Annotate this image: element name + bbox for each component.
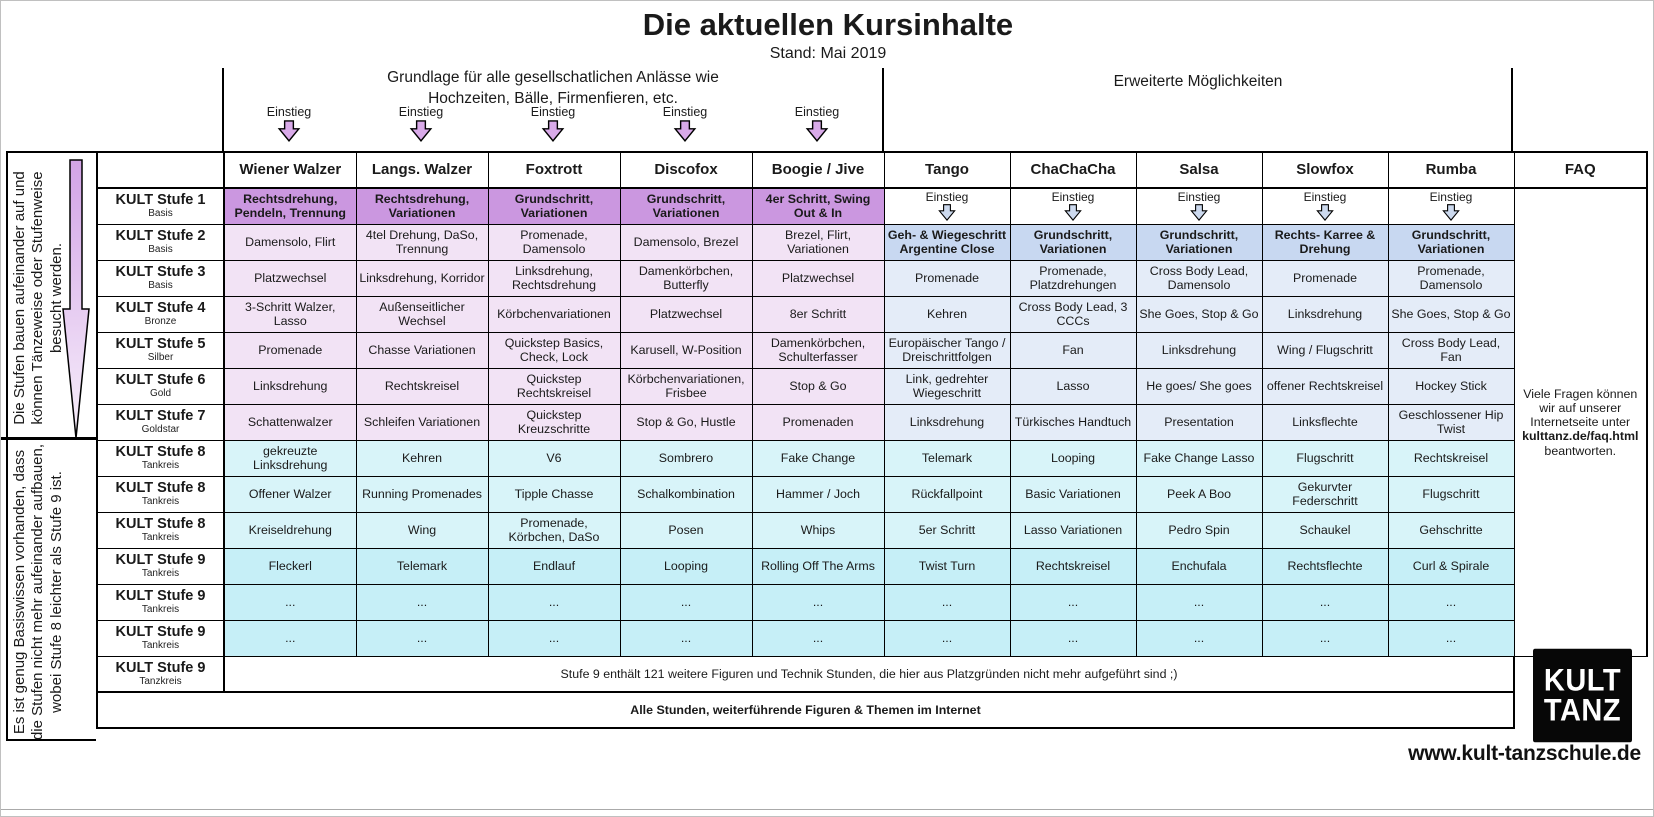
- table-cell: ...: [1136, 584, 1262, 620]
- table-cell: Grundschritt, Variationen: [620, 188, 752, 224]
- row-label-sub: Silber: [147, 352, 174, 364]
- einstieg-cell: [1136, 188, 1262, 224]
- table-cell: ...: [1262, 584, 1388, 620]
- row-label-title: KULT Stufe 8: [115, 479, 206, 496]
- table-cell: Lasso Variationen: [1010, 512, 1136, 548]
- einstieg-cell: [1010, 188, 1136, 224]
- table-cell: Looping: [1010, 440, 1136, 476]
- row-label-title: KULT Stufe 1: [115, 192, 206, 209]
- table-cell: Telemark: [884, 440, 1010, 476]
- table-cell: Grundschritt, Variationen: [1010, 224, 1136, 260]
- einstieg-label: Einstieg: [1303, 190, 1347, 205]
- table-cell: Karusell, W-Position: [620, 332, 752, 368]
- table-cell: Stop & Go, Hustle: [620, 404, 752, 440]
- row-label-title: KULT Stufe 4: [115, 299, 206, 316]
- table-cell: Kreiseldrehung: [224, 512, 356, 548]
- row-label-title: KULT Stufe 8: [115, 443, 206, 460]
- left-frame-line: [6, 151, 8, 741]
- table-cell: Hockey Stick: [1388, 368, 1514, 404]
- table-cell: Linksdrehung, Rechtsdrehung: [488, 260, 620, 296]
- table-cell: Cross Body Lead, 3 CCCs: [1010, 296, 1136, 332]
- group-heading-left-line2: Hochzeiten, Bälle, Firmenfieren, etc.: [428, 89, 678, 107]
- faq-line: kulttanz.de/faq.html: [1522, 429, 1639, 444]
- band-separator-line: [222, 68, 224, 151]
- table-cell: Kehren: [356, 440, 488, 476]
- table-cell: Basic Variationen: [1010, 476, 1136, 512]
- row-label-title: KULT Stufe 9: [115, 587, 206, 604]
- row-label-sub: Tankreis: [141, 496, 180, 508]
- table-cell: Looping: [620, 548, 752, 584]
- row-label: [97, 512, 224, 548]
- faq-line: Internetseite unter: [1530, 415, 1631, 430]
- row-label: [97, 404, 224, 440]
- table-cell: ...: [1388, 584, 1514, 620]
- faq-line: beantworten.: [1544, 443, 1617, 458]
- column-header-wiener-walzer: Wiener Walzer: [224, 152, 356, 188]
- table-cell: Presentation: [1136, 404, 1262, 440]
- row-label-sub: Basis: [148, 244, 173, 256]
- einstieg-cell: [1388, 188, 1514, 224]
- einstieg-arrow-icon: [1441, 204, 1461, 221]
- einstieg-group: [772, 105, 862, 142]
- table-cell: 4tel Drehung, DaSo, Trennung: [356, 224, 488, 260]
- einstieg-label: Einstieg: [925, 190, 969, 205]
- row-label-sub: Tankreis: [141, 604, 180, 616]
- table-cell: ...: [356, 584, 488, 620]
- table-cell: Telemark: [356, 548, 488, 584]
- corner-cell: [97, 152, 224, 188]
- row-label: [97, 440, 224, 476]
- table-cell: She Goes, Stop & Go: [1388, 296, 1514, 332]
- page-title: Die aktuellen Kursinhalte: [642, 7, 1014, 42]
- table-cell: Promenade: [884, 260, 1010, 296]
- table-cell: ...: [1010, 584, 1136, 620]
- table-cell: 3-Schritt Walzer, Lasso: [224, 296, 356, 332]
- table-cell: Linksdrehung: [884, 404, 1010, 440]
- column-header-discofox: Discofox: [620, 152, 752, 188]
- column-header-rumba: Rumba: [1388, 152, 1514, 188]
- table-cell: Gehschritte: [1388, 512, 1514, 548]
- table-cell: Whips: [752, 512, 884, 548]
- table-cell: Promenade, Körbchen, DaSo: [488, 512, 620, 548]
- logo-line1: KULT: [1543, 662, 1622, 698]
- table-row: [97, 476, 1647, 512]
- einstieg-label: Einstieg: [1429, 190, 1473, 205]
- table-cell: Fleckerl: [224, 548, 356, 584]
- table-row: [97, 440, 1647, 476]
- table-cell: Schleifen Variationen: [356, 404, 488, 440]
- table-cell: Chasse Variationen: [356, 332, 488, 368]
- table-cell: ...: [620, 620, 752, 656]
- table-cell: Platzwechsel: [224, 260, 356, 296]
- table-cell: Sombrero: [620, 440, 752, 476]
- table-cell: ...: [224, 584, 356, 620]
- page-subtitle: Stand: Mai 2019: [769, 45, 887, 62]
- table-row: [97, 368, 1647, 404]
- column-header-langs-walzer: Langs. Walzer: [356, 152, 488, 188]
- row-label: [97, 260, 224, 296]
- table-cell: Promenade: [224, 332, 356, 368]
- table-cell: Rechtskreisel: [356, 368, 488, 404]
- table-cell: Rückfallpoint: [884, 476, 1010, 512]
- einstieg-label: Einstieg: [662, 105, 708, 119]
- row-label-sub: Basis: [148, 280, 173, 292]
- column-header-salsa: Salsa: [1136, 152, 1262, 188]
- einstieg-label: Einstieg: [794, 105, 840, 119]
- row-label-sub: Tankreis: [141, 460, 180, 472]
- row-label-title: KULT Stufe 9: [115, 659, 206, 676]
- table-cell: Endlauf: [488, 548, 620, 584]
- table-cell: Offener Walzer: [224, 476, 356, 512]
- table-cell: Posen: [620, 512, 752, 548]
- einstieg-group: [376, 105, 466, 142]
- table-cell: Schattenwalzer: [224, 404, 356, 440]
- einstieg-group: [640, 105, 730, 142]
- table-row: [97, 332, 1647, 368]
- table-cell: gekreuzte Linksdrehung: [224, 440, 356, 476]
- table-cell: Quickstep Kreuzschritte: [488, 404, 620, 440]
- einstieg-arrow-icon: [673, 120, 697, 142]
- table-cell: Link, gedrehter Wiegeschritt: [884, 368, 1010, 404]
- band-separator-line: [1511, 68, 1513, 151]
- row-label-title: KULT Stufe 9: [115, 551, 206, 568]
- row-label: [97, 584, 224, 620]
- table-cell: ...: [752, 620, 884, 656]
- row-label: [97, 656, 224, 692]
- kult-tanz-logo: [1533, 649, 1632, 743]
- table-cell: Gekurvter Federschritt: [1262, 476, 1388, 512]
- table-cell: ...: [488, 584, 620, 620]
- row-label: [97, 296, 224, 332]
- group-heading-left-line1: Grundlage für alle gesellschatlichen Anlässe wie: [387, 69, 719, 86]
- table-cell: Linksdrehung, Korridor: [356, 260, 488, 296]
- table-cell: Europäischer Tango / Dreischrittfolgen: [884, 332, 1010, 368]
- table-cell: V6: [488, 440, 620, 476]
- table-cell: Grundschritt, Variationen: [488, 188, 620, 224]
- table-cell: Linksdrehung: [1136, 332, 1262, 368]
- table-row: [97, 548, 1647, 584]
- table-row: [97, 620, 1647, 656]
- table-cell: Damenkörbchen, Schulterfasser: [752, 332, 884, 368]
- einstieg-label: Einstieg: [530, 105, 576, 119]
- einstieg-cell: [884, 188, 1010, 224]
- table-cell: Grundschritt, Variationen: [1136, 224, 1262, 260]
- table-cell: Damensolo, Flirt: [224, 224, 356, 260]
- table-cell: Rolling Off The Arms: [752, 548, 884, 584]
- row-label-sub: Tankreis: [141, 568, 180, 580]
- table-cell: Außenseitlicher Wechsel: [356, 296, 488, 332]
- einstieg-arrow-icon: [541, 120, 565, 142]
- table-cell: ...: [488, 620, 620, 656]
- table-cell: Rechtsdrehung, Pendeln, Trennung: [224, 188, 356, 224]
- row-label-title: KULT Stufe 8: [115, 515, 206, 532]
- table-cell: Geh- & Wiegeschritt Argentine Close: [884, 224, 1010, 260]
- table-cell: Wing: [356, 512, 488, 548]
- row-label-title: KULT Stufe 3: [115, 263, 206, 280]
- table-cell: Linksdrehung: [1262, 296, 1388, 332]
- table-cell: Enchufala: [1136, 548, 1262, 584]
- einstieg-cell: [1262, 188, 1388, 224]
- table-row: [97, 296, 1647, 332]
- einstieg-group: [244, 105, 334, 142]
- table-cell: Fan: [1010, 332, 1136, 368]
- einstieg-arrow-icon: [1063, 204, 1083, 221]
- einstieg-label: Einstieg: [398, 105, 444, 119]
- table-cell: He goes/ She goes: [1136, 368, 1262, 404]
- table-cell: 8er Schritt: [752, 296, 884, 332]
- table-cell: Hammer / Joch: [752, 476, 884, 512]
- table-cell: Schaukel: [1262, 512, 1388, 548]
- column-header-boogie-jive: Boogie / Jive: [752, 152, 884, 188]
- table-cell: Wing / Flugschritt: [1262, 332, 1388, 368]
- left-frame-line: [6, 151, 96, 153]
- table-row: [97, 584, 1647, 620]
- table-cell: ...: [752, 584, 884, 620]
- table-cell: Rechtskreisel: [1010, 548, 1136, 584]
- table-cell: Körbchenvariationen: [488, 296, 620, 332]
- table-cell: Quickstep Rechtskreisel: [488, 368, 620, 404]
- band-separator-line: [882, 68, 884, 151]
- row-label: [97, 332, 224, 368]
- table-row: [97, 224, 1647, 260]
- row-label-sub: Tanzkreis: [139, 675, 182, 687]
- table-cell: ...: [884, 584, 1010, 620]
- row-label-title: KULT Stufe 6: [115, 371, 206, 388]
- row-label: [97, 620, 224, 656]
- row-label: [97, 368, 224, 404]
- table-row: [97, 404, 1647, 440]
- column-header-chachacha: ChaChaCha: [1010, 152, 1136, 188]
- table-cell: ...: [224, 620, 356, 656]
- table-cell: ...: [620, 584, 752, 620]
- table-cell: 5er Schritt: [884, 512, 1010, 548]
- einstieg-arrow-icon: [1315, 204, 1335, 221]
- table-cell: ...: [1262, 620, 1388, 656]
- table-cell: ...: [884, 620, 1010, 656]
- course-table: [96, 151, 1648, 729]
- website-url: www.kult-tanzschule.de: [1408, 742, 1641, 765]
- table-cell: ...: [356, 620, 488, 656]
- table-cell: ...: [1010, 620, 1136, 656]
- table-cell: Platzwechsel: [620, 296, 752, 332]
- bottom-hairline: [1, 809, 1654, 810]
- table-cell: Rechtsflechte: [1262, 548, 1388, 584]
- table-cell: Lasso: [1010, 368, 1136, 404]
- group-heading-left: [223, 68, 883, 110]
- table-cell: Peek A Boo: [1136, 476, 1262, 512]
- table-cell: Fake Change: [752, 440, 884, 476]
- faq-line: Viele Fragen können: [1523, 386, 1638, 401]
- row-label-title: KULT Stufe 5: [115, 335, 206, 352]
- stufe9-note: Stufe 9 enthält 121 weitere Figuren und Technik Stunden, die hier aus Platzgründen nicht mehr aufgeführt sind ;): [224, 656, 1514, 692]
- table-cell: Brezel, Flirt, Variationen: [752, 224, 884, 260]
- group-heading-right: Erweiterte Möglichkeiten: [1113, 73, 1283, 90]
- einstieg-arrow-icon: [409, 120, 433, 142]
- table-cell: Linksdrehung: [224, 368, 356, 404]
- table-cell: Promenade, Damensolo: [1388, 260, 1514, 296]
- table-cell: Cross Body Lead, Fan: [1388, 332, 1514, 368]
- table-cell: ...: [1388, 620, 1514, 656]
- table-cell: 4er Schritt, Swing Out & In: [752, 188, 884, 224]
- table-cell: Schalkombination: [620, 476, 752, 512]
- table-cell: Damensolo, Brezel: [620, 224, 752, 260]
- column-header-tango: Tango: [884, 152, 1010, 188]
- row-label: [97, 476, 224, 512]
- row-label-sub: Bronze: [144, 316, 177, 328]
- table-cell: Promenade, Damensolo: [488, 224, 620, 260]
- row-label: [97, 224, 224, 260]
- row-label-sub: Tankreis: [141, 640, 180, 652]
- side-note-bottom: Es ist genug Basiswissen vorhanden, dass die Stufen nicht mehr aufeinander aufbauen, wobei Stufe 8 leichter als Stufe 9 ist.: [11, 443, 65, 741]
- table-cell: Promenade, Platzdrehungen: [1010, 260, 1136, 296]
- einstieg-arrow-icon: [1189, 204, 1209, 221]
- table-row: [97, 260, 1647, 296]
- table-cell: Damenkörbchen, Butterfly: [620, 260, 752, 296]
- column-header-slowfox: Slowfox: [1262, 152, 1388, 188]
- row-label: [97, 188, 224, 224]
- table-cell: Promenaden: [752, 404, 884, 440]
- table-cell: offener Rechtskreisel: [1262, 368, 1388, 404]
- table-cell: Platzwechsel: [752, 260, 884, 296]
- einstieg-group: [508, 105, 598, 142]
- table-row: [97, 512, 1647, 548]
- table-cell: Curl & Spirale: [1388, 548, 1514, 584]
- long-down-arrow-icon: [59, 159, 93, 441]
- einstieg-label: Einstieg: [266, 105, 312, 119]
- faq-line: wir auf unserer: [1539, 400, 1622, 415]
- row-label-sub: Gold: [149, 388, 172, 400]
- column-header-foxtrott: Foxtrott: [488, 152, 620, 188]
- table-cell: Grundschritt, Variationen: [1388, 224, 1514, 260]
- einstieg-label: Einstieg: [1051, 190, 1095, 205]
- table-cell: Linksflechte: [1262, 404, 1388, 440]
- table-cell: Türkisches Handtuch: [1010, 404, 1136, 440]
- footer-row: [97, 692, 1647, 728]
- faq-note: [1514, 188, 1647, 656]
- table-cell: Twist Turn: [884, 548, 1010, 584]
- row-label-title: KULT Stufe 2: [115, 227, 206, 244]
- side-note-top: Die Stufen bauen aufeinander auf und können Tänzeweise oder Stufenweise besucht werden.: [11, 171, 65, 425]
- table-cell: Rechtskreisel: [1388, 440, 1514, 476]
- column-header-faq: FAQ: [1514, 152, 1647, 188]
- einstieg-arrow-icon: [277, 120, 301, 142]
- table-row: [97, 188, 1647, 224]
- table-cell: Tipple Chasse: [488, 476, 620, 512]
- row-label-sub: Tankreis: [141, 532, 180, 544]
- row-label-sub: Basis: [148, 208, 173, 220]
- row-label-title: KULT Stufe 9: [115, 623, 206, 640]
- column-header-row: [97, 152, 1647, 188]
- table-cell: She Goes, Stop & Go: [1136, 296, 1262, 332]
- table-cell: Rechtsdrehung, Variationen: [356, 188, 488, 224]
- einstieg-arrow-icon: [805, 120, 829, 142]
- logo-line2: TANZ: [1543, 692, 1622, 728]
- table-cell: Rechts- Karree & Drehung: [1262, 224, 1388, 260]
- table-cell: ...: [1136, 620, 1262, 656]
- table-cell: Körbchenvariationen, Frisbee: [620, 368, 752, 404]
- table-cell: Quickstep Basics, Check, Lock: [488, 332, 620, 368]
- table-cell: Fake Change Lasso: [1136, 440, 1262, 476]
- einstieg-arrow-icon: [937, 204, 957, 221]
- table-cell: Running Promenades: [356, 476, 488, 512]
- table-cell: Flugschritt: [1388, 476, 1514, 512]
- row-label: [97, 548, 224, 584]
- table-cell: Promenade: [1262, 260, 1388, 296]
- row-label-title: KULT Stufe 7: [115, 407, 206, 424]
- table-cell: Cross Body Lead, Damensolo: [1136, 260, 1262, 296]
- table-row: [97, 656, 1647, 692]
- row-label-sub: Goldstar: [141, 424, 180, 436]
- table-cell: Geschlossener Hip Twist: [1388, 404, 1514, 440]
- table-cell: Kehren: [884, 296, 1010, 332]
- footer-note: Alle Stunden, weiterführende Figuren & Themen im Internet: [97, 692, 1514, 728]
- einstieg-label: Einstieg: [1177, 190, 1221, 205]
- table-cell: Pedro Spin: [1136, 512, 1262, 548]
- table-cell: Flugschritt: [1262, 440, 1388, 476]
- table-cell: Stop & Go: [752, 368, 884, 404]
